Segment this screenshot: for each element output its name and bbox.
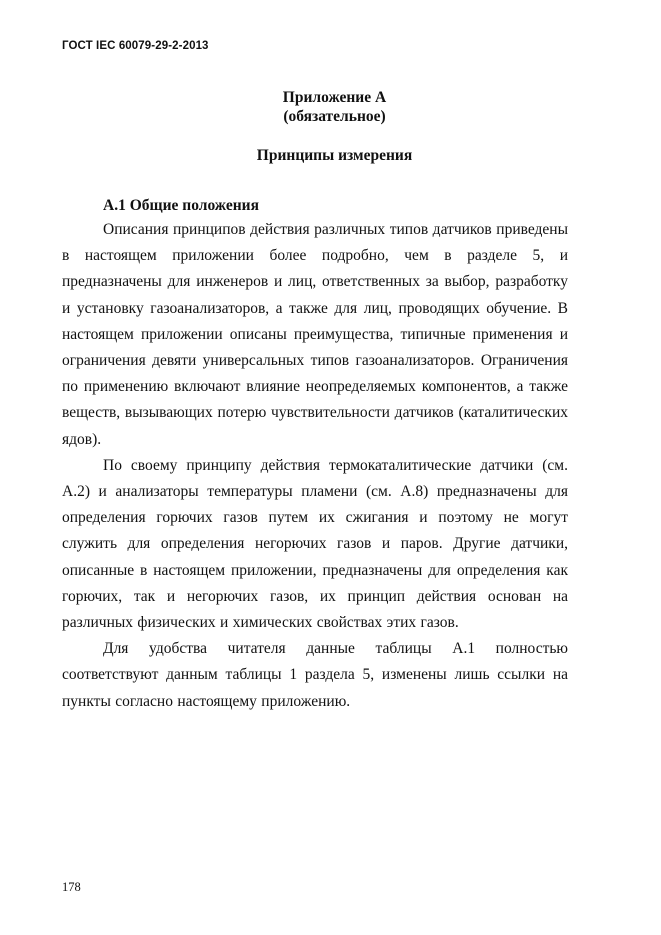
body-text — [62, 217, 568, 715]
paragraph: По своему принципу действия термокаталитические датчики (см. А.2) и анализаторы температуры пламени (см. А.8) предназначены для определения горючих газов путем их сжигания и поэтому не могут служить для определения негорючих газов и паров. Другие датчики, описанные в настоящем приложении, предназначены для определения как горючих, так и негорючих газов, их принцип действия основан на различных физических и химических свойствах этих газов. — [62, 456, 568, 632]
appendix-title: Приложение А — [282, 89, 387, 106]
document-header: ГОСТ IEC 60079-29-2-2013 — [62, 40, 209, 52]
paragraph: Описания принципов действия различных типов датчиков приведены в настоящем приложении более подробно, чем в разделе 5, и предназначены для инженеров и лиц, ответственных за выбор, разработку и установку газоанализаторов, а также для лиц, проводящих обучение. В настоящем приложении описаны преимущества, типичные применения и ограничения девяти универсальных типов газоанализаторов. Ограничения по применению включают влияние неопределяемых компонентов, а также веществ, вызывающих потерю чувствительности датчиков (каталитических ядов). — [62, 221, 568, 448]
subsection-title: А.1 Общие положения — [103, 197, 259, 214]
page-number: 178 — [62, 880, 81, 894]
section-title: Принципы измерения — [256, 147, 413, 164]
paragraph: Для удобства читателя данные таблицы А.1 полностью соответствуют данным таблицы 1 раздела 5, изменены лишь ссылки на пункты согласно настоящему приложению. — [62, 640, 568, 710]
appendix-status: (обязательное) — [283, 108, 386, 125]
appendix-heading — [62, 88, 607, 126]
